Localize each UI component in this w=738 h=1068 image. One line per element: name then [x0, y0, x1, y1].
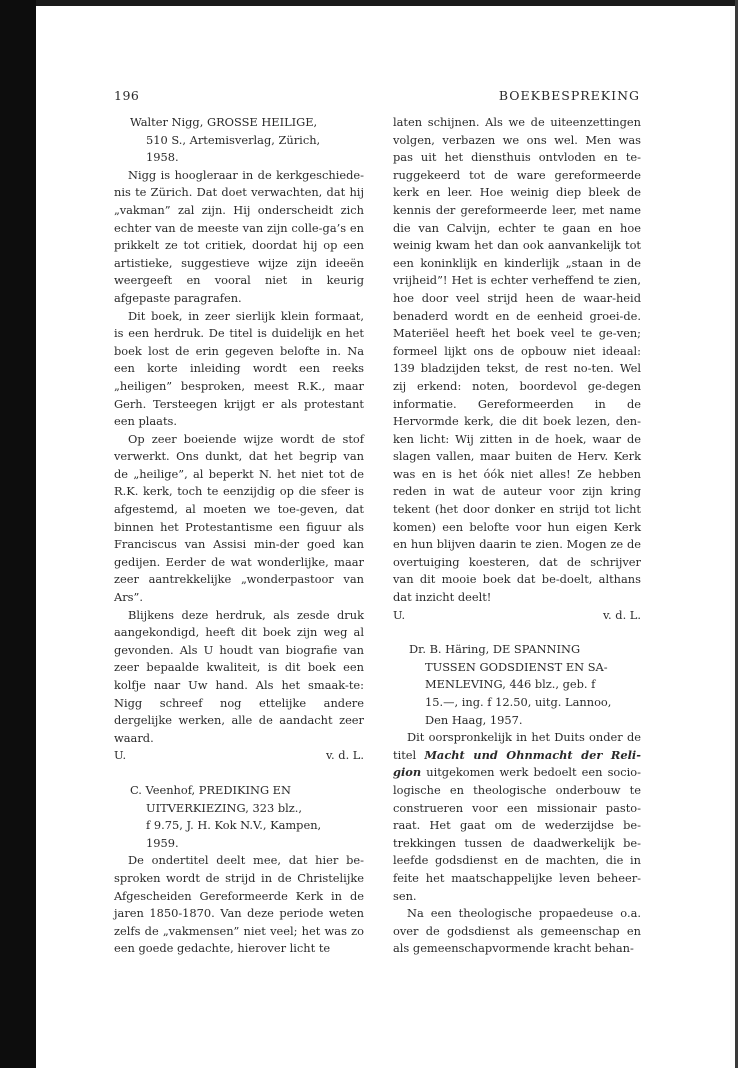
review-paragraph: Dit boek, in zeer sierlijk klein formaat, is een herdruk. De titel is duidelijk en het boek lost de erin gegeven belofte in. Na een korte inleiding wordt een reeks „heiligen” besproken, meest R.K., maar Gerh. Tersteegen krijgt er als protestant een plaats.: [114, 308, 364, 429]
paragraph-text: Dit oorspronkelijk in het Duits onder de titel: [393, 730, 641, 762]
entry-line: TUSSEN GODSDIENST EN SA-: [425, 659, 608, 674]
page-header: [114, 88, 640, 104]
book-entry-haring: [393, 641, 641, 729]
entry-line: Den Haag, 1957.: [425, 712, 523, 727]
running-head: BOEKBESPREKING: [498, 88, 640, 103]
foreign-title: Macht und Ohnmacht der Reli-gion: [393, 747, 641, 780]
entry-line: MENLEVING, 446 blz., geb. f: [425, 677, 596, 692]
entry-line: 15.—, ing. f 12.50, uitg. Lannoo,: [425, 695, 612, 709]
entry-line: 1959.: [146, 835, 179, 850]
paragraph-text: uitgekomen werk bedoelt een socio-logische en theologische onderbouw te construeren voor een missionair pasto-raat. Het gaat om de wederzijdse be-trekkingen tussen de daadwerkelijk be-leefde godsdienst en de machten, die in feite het maatschappelijke leven beheer-sen.: [393, 765, 641, 903]
entry-line: 510 S., Artemisverlag, Zürich,: [146, 132, 321, 147]
entry-line: Dr. B. Häring, DE SPANNING: [409, 642, 581, 657]
review-paragraph: Op zeer boeiende wijze wordt de stof verwerkt. Ons dunkt, dat het begrip van de „heilige”, al beperkt N. het niet tot de R.K. kerk, toch te eenzijdig op die sfeer is afgestemd, al moeten we toe-geven, dat binnen het Protestantisme een figuur als Franciscus van Assisi min-der goed kan gedijen. Eerder de wat wonderlijke, maar zeer aantrekkelijke „wonderpastoor van Ars”.: [114, 431, 364, 605]
review-paragraph: [393, 729, 641, 905]
signature-name: v. d. L.: [602, 607, 641, 622]
review-paragraph: Na een theologische propaedeuse o.a. over de godsdienst als gemeenschap en als gemeenschapvormende kracht behan-: [393, 906, 641, 956]
page-number: 196: [114, 88, 140, 103]
scan-border-top: [36, 0, 738, 6]
review-paragraph: De ondertitel deelt mee, dat hier be-sproken wordt de strijd in de Christelijke Afgescheiden Gereformeerde Kerk in de jaren 1850-1870. Van deze periode weten zelfs de „vakmensen” niet veel; het was zo een goede gedachte, hierover licht te: [114, 853, 364, 956]
review-paragraph: Nigg is hoogleraar in de kerkgeschiede-nis te Zürich. Dat doet verwachten, dat hij „vakman” zal zijn. Hij onderscheidt zich echter van de meeste van zijn colle-ga’s en prikkelt ze tot critiek, doordat hij op een artistieke, suggestieve wijze zijn ideeën weergeeft en vooral niet in keurig afgepaste paragrafen.: [114, 167, 364, 305]
entry-line: UITVERKIEZING, 323 blz.,: [146, 800, 302, 815]
scan-border-left: [0, 0, 36, 1068]
review-paragraph-continued: laten schijnen. Als we de uiteenzettingen volgen, verbazen we ons wel. Men was pas uit het diensthuis ontvloden en te-ruggekeerd tot de ware gereformeerde kerk en leer. Hoe weinig diep bleek de kennis der gereformeerde leer, met name die van Calvijn, echter te gaan en hoe weinig kwam het dan ook aanvankelijk tot een koninklijk en kinderlijk „staan in de vrijheid”! Het is echter verheffend te zien, hoe door veel strijd heen de waar-heid benaderd wordt en de eenheid groei-de. Materiëel heeft het boek veel te ge-ven; formeel lijkt ons de opbouw niet ideaal: 139 bladzijden tekst, de rest no-ten. Wel zij erkend: noten, boordevol ge-degen informatie. Gereformeerden in de Hervormde kerk, die dit boek lezen, den-ken licht: Wij zitten in de hoek, waar de slagen vallen, maar buiten de Herv. Kerk was en is het óók niet alles! Ze hebben reden in wat de auteur voor zijn kring tekent (het door donker en strijd tot licht komen) een belofte voor hun eigen Kerk en hun blijven daarin te zien. Mogen ze de overtuiging koesteren, dat de schrijver van dit mooie boek dat be-doelt, althans dat inzicht deelt!: [393, 115, 641, 605]
book-entry-veenhof: [114, 782, 364, 852]
signature-name: v. d. L.: [325, 748, 364, 763]
review-paragraph: Blijkens deze herdruk, als zesde druk aangekondigd, heeft dit boek zijn weg al gevonden. Als U houdt van biografie van zeer bepaalde kwaliteit, is dit boek een kolfje naar Uw hand. Als het smaak-te: Nigg schreef nog ettelijke andere dergelijke werken, alle de aandacht zeer waard.: [114, 607, 364, 745]
entry-line: f 9.75, J. H. Kok N.V., Kampen,: [146, 818, 322, 833]
signature-initial: U.: [114, 748, 127, 763]
reviewer-signature: [393, 607, 641, 625]
signature-initial: U.: [393, 607, 406, 622]
left-column: [114, 114, 364, 958]
book-entry-nigg: [114, 114, 364, 167]
entry-line: Walter Nigg, GROSSE HEILIGE,: [130, 115, 318, 129]
entry-line: C. Veenhof, PREDIKING EN: [130, 782, 291, 797]
entry-line: 1958.: [146, 150, 179, 165]
reviewer-signature: [114, 747, 364, 765]
right-column: [393, 114, 641, 958]
